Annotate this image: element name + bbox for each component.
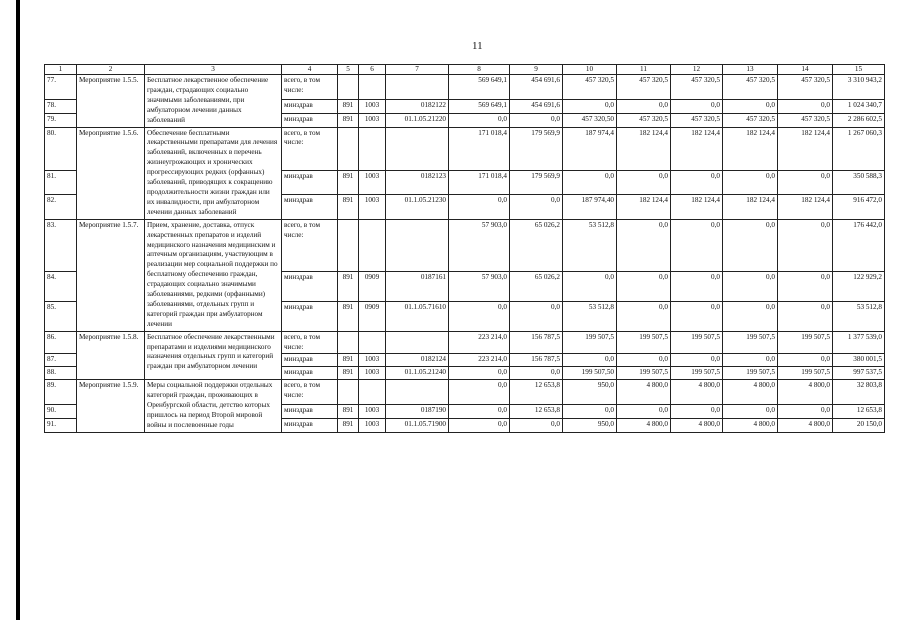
amount-cell: 0,0: [723, 272, 778, 302]
amount-cell: 0,0: [510, 113, 563, 127]
amount-cell: 122 929,2: [833, 272, 885, 302]
rz-cell: 1003: [359, 170, 386, 194]
amount-cell: 182 124,4: [723, 127, 778, 170]
grbs-cell: [338, 127, 359, 170]
amount-cell: 4 800,0: [778, 380, 833, 405]
source-cell: минздрав: [282, 272, 338, 302]
amount-cell: 0,0: [563, 170, 617, 194]
amount-cell: 182 124,4: [778, 127, 833, 170]
amount-cell: 4 800,0: [617, 418, 671, 432]
source-cell: минздрав: [282, 113, 338, 127]
rz-cell: [359, 219, 386, 272]
csr-cell: [386, 380, 449, 405]
event-label-cell: Мероприятие 1.5.8.: [77, 331, 145, 380]
amount-cell: 0,0: [563, 272, 617, 302]
column-header: 1: [45, 65, 77, 75]
amount-cell: 2 286 602,5: [833, 113, 885, 127]
amount-cell: 4 800,0: [723, 418, 778, 432]
budget-table: [44, 64, 885, 433]
amount-cell: 0,0: [563, 404, 617, 418]
grbs-cell: 891: [338, 170, 359, 194]
table-row: [45, 331, 885, 354]
amount-cell: 4 800,0: [723, 380, 778, 405]
scan-edge-bar: [16, 0, 20, 620]
amount-cell: 457 320,5: [617, 113, 671, 127]
amount-cell: 4 800,0: [671, 380, 723, 405]
amount-cell: 182 124,4: [617, 195, 671, 219]
amount-cell: 0,0: [449, 380, 510, 405]
grbs-cell: 891: [338, 99, 359, 113]
amount-cell: 380 001,5: [833, 354, 885, 367]
amount-cell: 199 507,5: [723, 367, 778, 380]
amount-cell: 0,0: [510, 301, 563, 331]
amount-cell: 457 320,50: [563, 113, 617, 127]
amount-cell: 0,0: [723, 404, 778, 418]
column-header: 10: [563, 65, 617, 75]
grbs-cell: [338, 380, 359, 405]
amount-cell: 0,0: [778, 272, 833, 302]
event-label-cell: Мероприятие 1.5.9.: [77, 380, 145, 433]
amount-cell: 0,0: [671, 99, 723, 113]
source-cell: минздрав: [282, 418, 338, 432]
amount-cell: 53 512,8: [563, 219, 617, 272]
grbs-cell: 891: [338, 418, 359, 432]
amount-cell: 0,0: [449, 404, 510, 418]
table-row: [45, 380, 885, 405]
amount-cell: 0,0: [617, 272, 671, 302]
amount-cell: 0,0: [723, 354, 778, 367]
source-cell: всего, в том числе:: [282, 219, 338, 272]
amount-cell: 1 024 340,7: [833, 99, 885, 113]
grbs-cell: 891: [338, 113, 359, 127]
amount-cell: 0,0: [617, 219, 671, 272]
column-header: 9: [510, 65, 563, 75]
rz-cell: 1003: [359, 99, 386, 113]
event-label-cell: Мероприятие 1.5.6.: [77, 127, 145, 219]
amount-cell: 12 653,8: [510, 380, 563, 405]
amount-cell: 53 512,8: [833, 301, 885, 331]
row-number-cell: 80.: [45, 127, 77, 170]
row-number-cell: 86.: [45, 331, 77, 354]
source-cell: минздрав: [282, 367, 338, 380]
amount-cell: 0,0: [449, 418, 510, 432]
column-header: 13: [723, 65, 778, 75]
amount-cell: 569 649,1: [449, 75, 510, 100]
csr-cell: [386, 75, 449, 100]
amount-cell: 0,0: [723, 301, 778, 331]
amount-cell: 156 787,5: [510, 331, 563, 354]
column-header: 11: [617, 65, 671, 75]
table-row: [45, 75, 885, 100]
amount-cell: 223 214,0: [449, 354, 510, 367]
amount-cell: 0,0: [449, 195, 510, 219]
amount-cell: 199 507,5: [778, 367, 833, 380]
grbs-cell: 891: [338, 404, 359, 418]
rz-cell: 1003: [359, 113, 386, 127]
amount-cell: 0,0: [671, 272, 723, 302]
grbs-cell: [338, 75, 359, 100]
amount-cell: 199 507,5: [723, 331, 778, 354]
amount-cell: 0,0: [617, 170, 671, 194]
column-header: 6: [359, 65, 386, 75]
row-number-cell: 79.: [45, 113, 77, 127]
amount-cell: 350 588,3: [833, 170, 885, 194]
row-number-cell: 81.: [45, 170, 77, 194]
rz-cell: 0909: [359, 301, 386, 331]
amount-cell: 223 214,0: [449, 331, 510, 354]
amount-cell: 0,0: [617, 354, 671, 367]
amount-cell: 182 124,4: [723, 195, 778, 219]
rz-cell: 1003: [359, 404, 386, 418]
source-cell: минздрав: [282, 404, 338, 418]
column-header: 3: [145, 65, 282, 75]
grbs-cell: 891: [338, 354, 359, 367]
row-number-cell: 85.: [45, 301, 77, 331]
source-cell: всего, в том числе:: [282, 331, 338, 354]
rz-cell: [359, 331, 386, 354]
amount-cell: 0,0: [671, 219, 723, 272]
amount-cell: 199 507,5: [671, 367, 723, 380]
amount-cell: 0,0: [510, 195, 563, 219]
csr-cell: 01.1.05.21220: [386, 113, 449, 127]
amount-cell: 187 974,4: [563, 127, 617, 170]
amount-cell: 0,0: [449, 301, 510, 331]
amount-cell: 0,0: [778, 301, 833, 331]
column-header: 5: [338, 65, 359, 75]
rz-cell: 0909: [359, 272, 386, 302]
amount-cell: 156 787,5: [510, 354, 563, 367]
column-header: 12: [671, 65, 723, 75]
csr-cell: 0187161: [386, 272, 449, 302]
row-number-cell: 89.: [45, 380, 77, 405]
csr-cell: [386, 127, 449, 170]
amount-cell: 457 320,5: [723, 75, 778, 100]
amount-cell: 916 472,0: [833, 195, 885, 219]
amount-cell: 454 691,6: [510, 99, 563, 113]
amount-cell: 0,0: [671, 170, 723, 194]
amount-cell: 457 320,5: [671, 75, 723, 100]
csr-cell: 0182122: [386, 99, 449, 113]
amount-cell: 0,0: [671, 404, 723, 418]
amount-cell: 199 507,5: [617, 367, 671, 380]
amount-cell: 182 124,4: [617, 127, 671, 170]
amount-cell: 0,0: [449, 367, 510, 380]
row-number-cell: 82.: [45, 195, 77, 219]
amount-cell: 199 507,5: [778, 331, 833, 354]
column-header: 14: [778, 65, 833, 75]
amount-cell: 950,0: [563, 380, 617, 405]
csr-cell: 01.1.05.71900: [386, 418, 449, 432]
amount-cell: 171 018,4: [449, 170, 510, 194]
amount-cell: 57 903,0: [449, 219, 510, 272]
description-cell: Бесплатное лекарственное обеспечение граждан, страдающих социально значимыми заболеваниями, при амбулаторном лечении данных заболеваний: [145, 75, 282, 128]
amount-cell: 0,0: [723, 170, 778, 194]
row-number-cell: 88.: [45, 367, 77, 380]
table-row: [45, 219, 885, 272]
amount-cell: 4 800,0: [778, 418, 833, 432]
amount-cell: 0,0: [723, 219, 778, 272]
amount-cell: 457 320,5: [617, 75, 671, 100]
event-label-cell: Мероприятие 1.5.5.: [77, 75, 145, 128]
amount-cell: 12 653,8: [510, 404, 563, 418]
grbs-cell: 891: [338, 301, 359, 331]
description-cell: Меры социальной поддержки отдельных категорий граждан, проживающих в Оренбургской области, детство которых пришлось на период Второй мировой войны и послевоенные годы: [145, 380, 282, 433]
amount-cell: 0,0: [510, 418, 563, 432]
csr-cell: 01.1.05.21240: [386, 367, 449, 380]
amount-cell: 457 320,5: [723, 113, 778, 127]
description-cell: Обеспечение бесплатными лекарственными препаратами для лечения заболеваний, включенных в перечень жизнеугрожающих и хронических прогрессирующих редких (орфанных) заболеваний, приводящих к сокращению продолжительности жизни граждан или их инвалидности, при амбулаторном лечении данных заболеваний: [145, 127, 282, 219]
csr-cell: [386, 331, 449, 354]
amount-cell: 950,0: [563, 418, 617, 432]
amount-cell: 457 320,5: [563, 75, 617, 100]
column-header-row: [45, 65, 885, 75]
amount-cell: 199 507,5: [617, 331, 671, 354]
row-number-cell: 91.: [45, 418, 77, 432]
amount-cell: 0,0: [778, 219, 833, 272]
amount-cell: 179 569,9: [510, 127, 563, 170]
amount-cell: 457 320,5: [778, 113, 833, 127]
rz-cell: [359, 127, 386, 170]
row-number-cell: 77.: [45, 75, 77, 100]
row-number-cell: 87.: [45, 354, 77, 367]
amount-cell: 12 653,8: [833, 404, 885, 418]
rz-cell: 1003: [359, 418, 386, 432]
amount-cell: 4 800,0: [671, 418, 723, 432]
amount-cell: 1 377 539,0: [833, 331, 885, 354]
amount-cell: 199 507,50: [563, 367, 617, 380]
amount-cell: 0,0: [563, 354, 617, 367]
amount-cell: 171 018,4: [449, 127, 510, 170]
source-cell: минздрав: [282, 195, 338, 219]
amount-cell: 0,0: [671, 301, 723, 331]
amount-cell: 179 569,9: [510, 170, 563, 194]
amount-cell: 997 537,5: [833, 367, 885, 380]
table-row: [45, 127, 885, 170]
rz-cell: 1003: [359, 195, 386, 219]
amount-cell: 0,0: [563, 99, 617, 113]
amount-cell: 182 124,4: [671, 127, 723, 170]
grbs-cell: 891: [338, 195, 359, 219]
source-cell: всего, в том числе:: [282, 380, 338, 405]
amount-cell: 3 310 943,2: [833, 75, 885, 100]
grbs-cell: 891: [338, 272, 359, 302]
grbs-cell: [338, 219, 359, 272]
description-cell: Бесплатное обеспечение лекарственными препаратами и изделиями медицинского назначения отдельных групп и категорий граждан при амбулаторном лечении: [145, 331, 282, 380]
rz-cell: 1003: [359, 367, 386, 380]
amount-cell: 182 124,4: [671, 195, 723, 219]
description-cell: Прием, хранение, доставка, отпуск лекарственных препаратов и изделий медицинского назначения медицинским и аптечным организациям, участвующим в реализации мер социальной поддержки по бесплатному обеспечению граждан, страдающих социально значимыми заболеваниями, редкими (орфанными) заболеваниями, отдельных групп и категорий граждан при амбулаторном лечении: [145, 219, 282, 331]
amount-cell: 0,0: [778, 404, 833, 418]
amount-cell: 57 903,0: [449, 272, 510, 302]
csr-cell: 01.1.05.71610: [386, 301, 449, 331]
rz-cell: [359, 75, 386, 100]
amount-cell: 176 442,0: [833, 219, 885, 272]
column-header: 7: [386, 65, 449, 75]
grbs-cell: 891: [338, 367, 359, 380]
column-header: 2: [77, 65, 145, 75]
amount-cell: 20 150,0: [833, 418, 885, 432]
amount-cell: 0,0: [617, 301, 671, 331]
csr-cell: 0182124: [386, 354, 449, 367]
csr-cell: 0187190: [386, 404, 449, 418]
csr-cell: 0182123: [386, 170, 449, 194]
column-header: 8: [449, 65, 510, 75]
csr-cell: 01.1.05.21230: [386, 195, 449, 219]
amount-cell: 457 320,5: [778, 75, 833, 100]
row-number-cell: 83.: [45, 219, 77, 272]
amount-cell: 0,0: [723, 99, 778, 113]
row-number-cell: 78.: [45, 99, 77, 113]
source-cell: минздрав: [282, 170, 338, 194]
rz-cell: 1003: [359, 354, 386, 367]
amount-cell: 457 320,5: [671, 113, 723, 127]
amount-cell: 4 800,0: [617, 380, 671, 405]
amount-cell: 569 649,1: [449, 99, 510, 113]
row-number-cell: 84.: [45, 272, 77, 302]
amount-cell: 53 512,8: [563, 301, 617, 331]
grbs-cell: [338, 331, 359, 354]
amount-cell: 0,0: [617, 99, 671, 113]
amount-cell: 1 267 060,3: [833, 127, 885, 170]
row-number-cell: 90.: [45, 404, 77, 418]
amount-cell: 0,0: [778, 99, 833, 113]
amount-cell: 0,0: [510, 367, 563, 380]
amount-cell: 0,0: [778, 170, 833, 194]
amount-cell: 182 124,4: [778, 195, 833, 219]
page-number: 11: [472, 40, 483, 52]
column-header: 15: [833, 65, 885, 75]
amount-cell: 65 026,2: [510, 219, 563, 272]
amount-cell: 0,0: [617, 404, 671, 418]
amount-cell: 199 507,5: [563, 331, 617, 354]
rz-cell: [359, 380, 386, 405]
amount-cell: 454 691,6: [510, 75, 563, 100]
amount-cell: 65 026,2: [510, 272, 563, 302]
amount-cell: 32 803,8: [833, 380, 885, 405]
source-cell: всего, в том числе:: [282, 75, 338, 100]
amount-cell: 187 974,40: [563, 195, 617, 219]
amount-cell: 0,0: [449, 113, 510, 127]
amount-cell: 0,0: [671, 354, 723, 367]
source-cell: минздрав: [282, 301, 338, 331]
column-header: 4: [282, 65, 338, 75]
amount-cell: 0,0: [778, 354, 833, 367]
amount-cell: 199 507,5: [671, 331, 723, 354]
source-cell: всего, в том числе:: [282, 127, 338, 170]
event-label-cell: Мероприятие 1.5.7.: [77, 219, 145, 331]
source-cell: минздрав: [282, 99, 338, 113]
csr-cell: [386, 219, 449, 272]
source-cell: минздрав: [282, 354, 338, 367]
